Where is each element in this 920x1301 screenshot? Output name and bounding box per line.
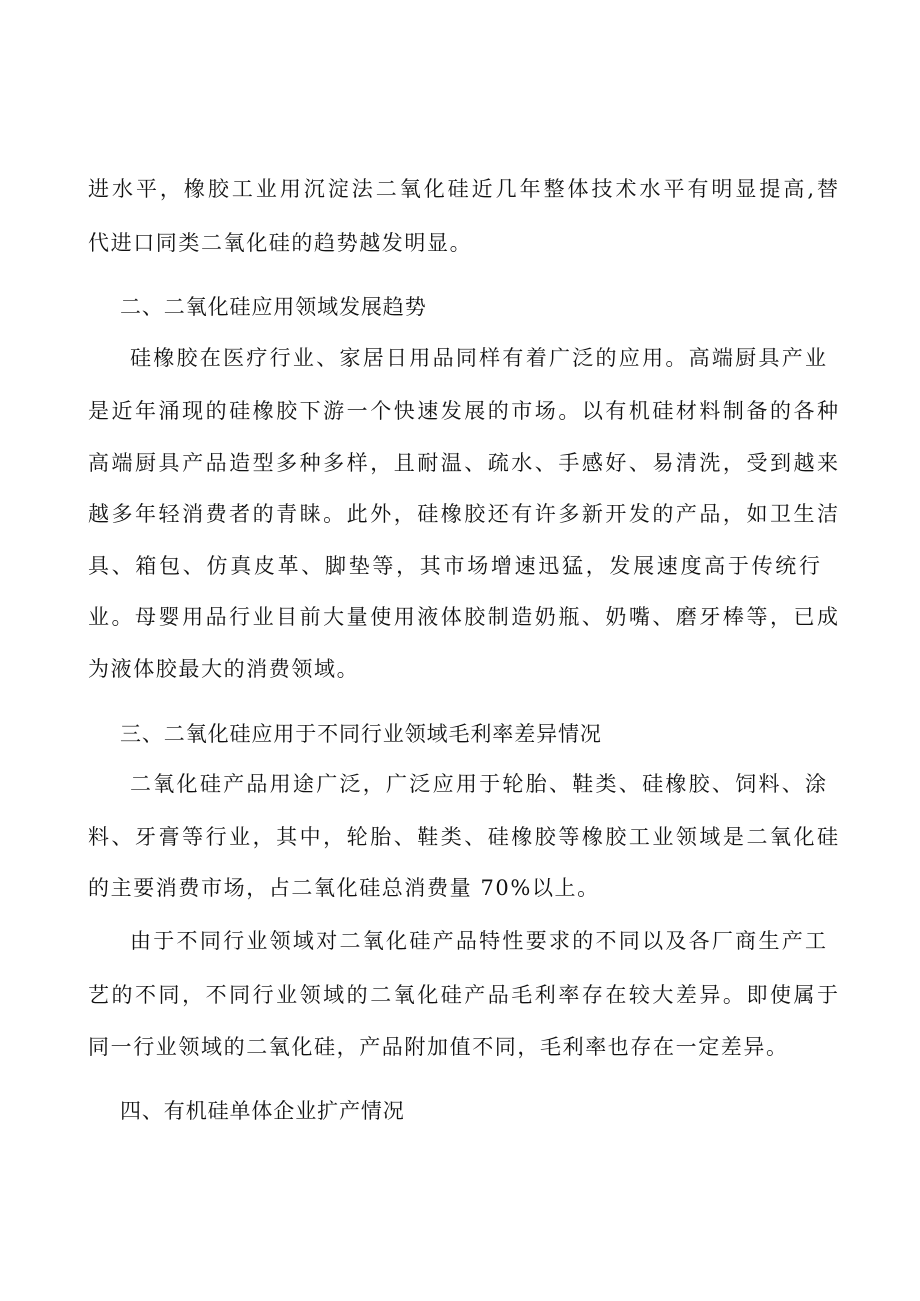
paragraph-line: 业。母婴用品行业目前大量使用液体胶制造奶瓶、奶嘴、磨牙棒等，已成 [88, 605, 838, 629]
paragraph-line: 越多年轻消费者的青睐。此外，硅橡胶还有许多新开发的产品，如卫生洁 [88, 502, 838, 526]
paragraph-line: 二氧化硅产品用途广泛，广泛应用于轮胎、鞋类、硅橡胶、饲料、涂 [130, 772, 826, 796]
paragraph-line: 的主要消费市场，占二氧化硅总消费量 70%以上。 [88, 876, 600, 900]
paragraph-line: 进水平，橡胶工业用沉淀法二氧化硅近几年整体技术水平有明显提高,替 [88, 177, 838, 201]
paragraph-line: 同一行业领域的二氧化硅，产品附加值不同，毛利率也存在一定差异。 [88, 1035, 789, 1059]
paragraph-line: 硅橡胶在医疗行业、家居日用品同样有着广泛的应用。高端厨具产业 [130, 346, 826, 370]
paragraph-line: 料、牙膏等行业，其中，轮胎、鞋类、硅橡胶等橡胶工业领域是二氧化硅 [88, 825, 838, 849]
paragraph-line: 具、箱包、仿真皮革、脚垫等，其市场增速迅猛，发展速度高于传统行 [88, 554, 820, 578]
paragraph-line: 高端厨具产品造型多种多样，且耐温、疏水、手感好、易清洗，受到越来 [88, 451, 838, 475]
section-heading: 四、有机硅单体企业扩产情况 [120, 1099, 405, 1123]
paragraph-line: 为液体胶最大的消费领域。 [88, 657, 360, 681]
paragraph-line: 艺的不同，不同行业领域的二氧化硅产品毛利率存在较大差异。即使属于 [88, 983, 838, 1007]
paragraph-line: 由于不同行业领域对二氧化硅产品特性要求的不同以及各厂商生产工 [130, 929, 826, 953]
section-heading: 二、二氧化硅应用领域发展趋势 [120, 295, 427, 319]
paragraph-line: 是近年涌现的硅橡胶下游一个快速发展的市场。以有机硅材料制备的各种 [88, 399, 838, 423]
paragraph-line: 代进口同类二氧化硅的趋势越发明显。 [88, 231, 473, 255]
section-heading: 三、二氧化硅应用于不同行业领域毛利率差异情况 [120, 722, 602, 746]
